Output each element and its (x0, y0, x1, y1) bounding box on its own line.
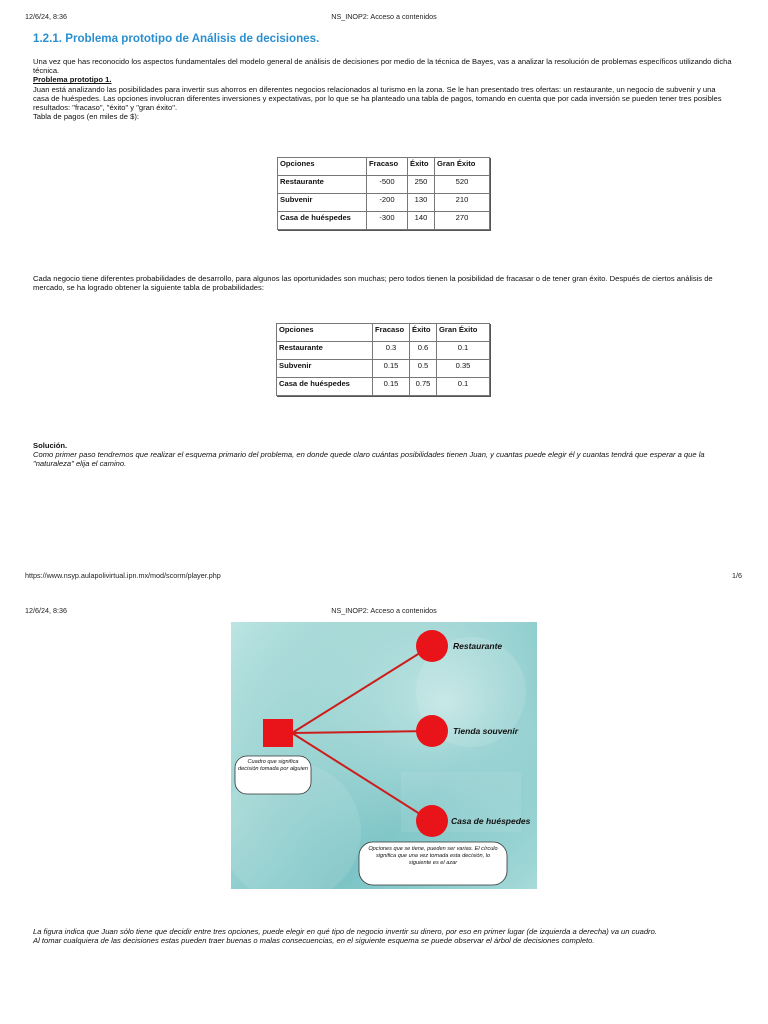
col-header: Fracaso (367, 158, 408, 176)
table-cell: 0.5 (410, 360, 437, 378)
table-cell: 0.75 (410, 378, 437, 396)
table-cell: 210 (435, 194, 490, 212)
solution-block (33, 441, 733, 469)
decision-note-box (237, 759, 309, 793)
row-label: Restaurante (277, 342, 373, 360)
table-cell: 250 (408, 176, 435, 194)
decision-tree-diagram (231, 622, 537, 889)
figure-explanation (33, 927, 733, 945)
col-header: Gran Éxito (435, 158, 490, 176)
table-header-row (277, 324, 490, 342)
table-cell: 0.1 (437, 378, 490, 396)
table-row (278, 194, 490, 212)
intro-block (33, 57, 733, 121)
payoff-caption: Tabla de pagos (en miles de $): (33, 112, 139, 122)
table-row (278, 212, 490, 230)
probability-intro (33, 274, 733, 292)
col-header: Gran Éxito (437, 324, 490, 342)
table-cell: 270 (435, 212, 490, 230)
solution-label: Solución. (33, 441, 68, 450)
problem-paragraph: Juan está analizando las posibilidades para invertir sus ahorros en diferentes negocios relacionados al turismo en la zona. Se le han presentado tres ofertas: un restaurante, un negocio de subvenir y una casa de huéspedes. Las opciones involucran diferentes inversiones y expectativas, por lo que se ha planteado una tabla de pagos, tomando en cuenta que por cada inversión se pueden tener tres posibles resultados: "fracaso", "éxito" y "gran éxito". (33, 84, 722, 113)
print-date: 12/6/24, 8:36 (25, 12, 67, 21)
node-label: Tienda souvenir (453, 726, 519, 736)
chance-node (416, 715, 448, 747)
col-header: Fracaso (373, 324, 410, 342)
page1-footer (0, 571, 768, 585)
row-label: Restaurante (278, 176, 367, 194)
intro-paragraph: Una vez que has reconocido los aspectos fundamentales del modelo general de análisis de decisiones por medio de la técnica de Bayes, vas a analizar la resolución de problemas específicos utilizando dicha técnica. (33, 57, 732, 76)
col-header: Opciones (278, 158, 367, 176)
table-row (277, 342, 490, 360)
node-label: Casa de huéspedes (451, 816, 531, 826)
decision-tree-figure (231, 622, 537, 889)
explanation-paragraph-1: La figura indica que Juan sólo tiene que decidir entre tres opciones, puede elegir en qué tipo de negocio invertir su dinero, por eso en primer lugar (de izquierda a derecha) va un cuadro. (33, 927, 657, 936)
section-heading: 1.2.1. Problema prototipo de Análisis de decisiones. (33, 32, 320, 45)
print-title: NS_INOP2: Acceso a contenidos (331, 606, 437, 615)
table-row (278, 176, 490, 194)
table-header-row (278, 158, 490, 176)
print-title: NS_INOP2: Acceso a contenidos (331, 12, 437, 21)
page1-header (0, 12, 768, 26)
print-date: 12/6/24, 8:36 (25, 606, 67, 615)
row-label: Subvenir (277, 360, 373, 378)
table-cell: -200 (367, 194, 408, 212)
table-cell: 0.6 (410, 342, 437, 360)
table-cell: 0.3 (373, 342, 410, 360)
problem-title: Problema prototipo 1. (33, 75, 112, 85)
table-cell: 140 (408, 212, 435, 230)
table-cell: 130 (408, 194, 435, 212)
table-row (277, 360, 490, 378)
page-number: 1/6 (732, 571, 742, 580)
table-cell: 0.15 (373, 360, 410, 378)
chance-node (416, 630, 448, 662)
col-header: Éxito (408, 158, 435, 176)
chance-node (416, 805, 448, 837)
options-note: Opciones que se tiene, pueden ser varias. El círculo significa que una vez tomada esta decisión, lo siguiente es el azar (368, 846, 498, 867)
table-cell: -500 (367, 176, 408, 194)
col-header: Opciones (277, 324, 373, 342)
decision-note: Cuadro que significa decisión tomada por alguien (238, 759, 308, 772)
table-row (277, 378, 490, 396)
decision-node (263, 719, 293, 747)
solution-paragraph: Como primer paso tendremos que realizar el esquema primario del problema, en donde quede claro cuántas posibilidades tienen Juan, y cuantas puede elegir él y cuantas tendrá que esperar a que la "naturaleza" elija el camino. (33, 450, 705, 469)
table-cell: 0.15 (373, 378, 410, 396)
table-cell: 0.1 (437, 342, 490, 360)
footer-url: https://www.nsyp.aulapolivirtual.ipn.mx/mod/scorm/player.php (25, 571, 221, 580)
node-label: Restaurante (453, 641, 503, 651)
table-cell: 0.35 (437, 360, 490, 378)
row-label: Subvenir (278, 194, 367, 212)
payoff-table (277, 157, 490, 230)
table-cell: 520 (435, 176, 490, 194)
probability-table (276, 323, 490, 396)
row-label: Casa de huéspedes (277, 378, 373, 396)
row-label: Casa de huéspedes (278, 212, 367, 230)
probability-paragraph: Cada negocio tiene diferentes probabilidades de desarrollo, para algunos las oportunidades son muchas; pero todos tienen la posibilidad de fracasar o de tener gran éxito. Después de ciertos análisis de mercado, se ha logrado obtener la siguiente tabla de probabilidades: (33, 274, 713, 293)
page2-header (0, 606, 768, 620)
options-note-box (365, 846, 501, 882)
table-cell: -300 (367, 212, 408, 230)
col-header: Éxito (410, 324, 437, 342)
explanation-paragraph-2: Al tomar cualquiera de las decisiones estas pueden traer buenas o malas consecuencias, en el siguiente esquema se puede observar el árbol de decisiones completo. (33, 936, 595, 946)
